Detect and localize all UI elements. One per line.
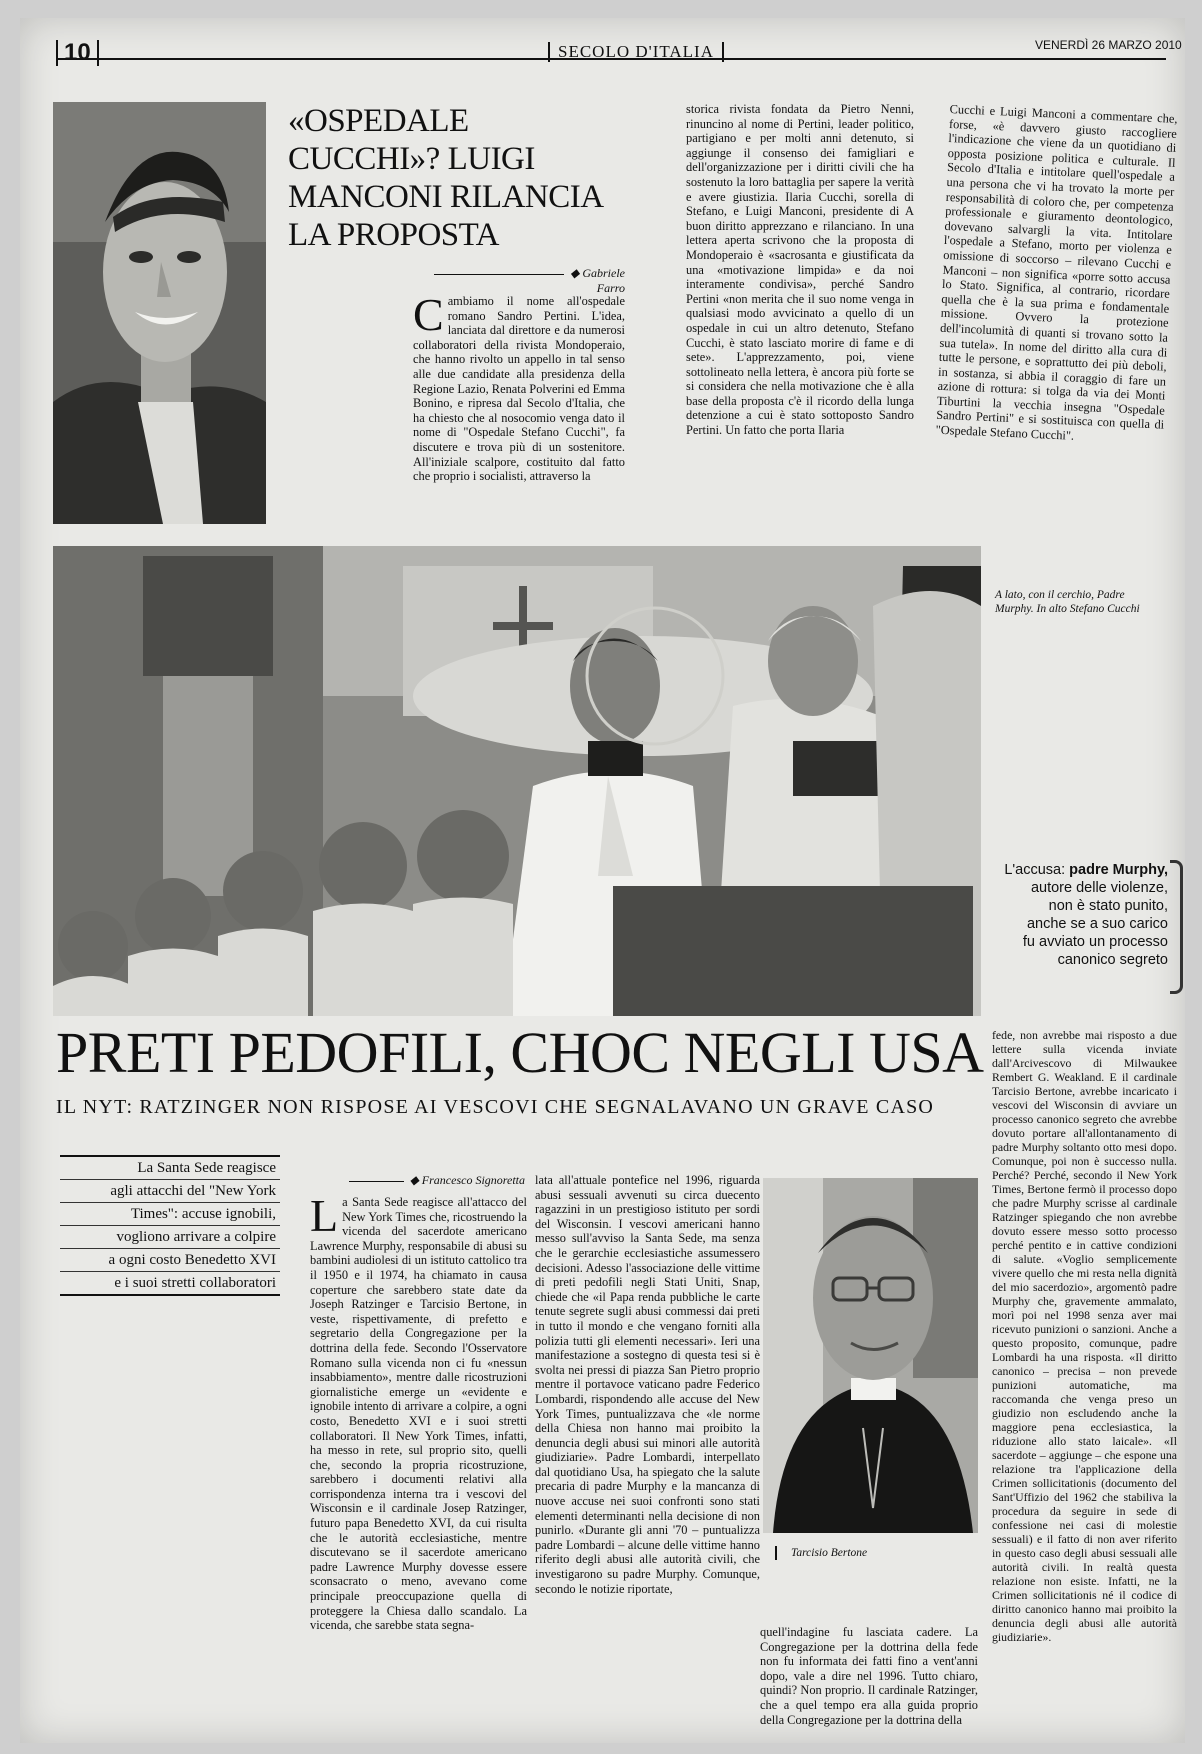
article1-column-2-text: storica rivista fondata da Pietro Nenni, rinuncino al nome di Pertini, leader politico, partigiano e per molti anni detenuto, si aggiunge il consenso dei famigliari e dell'organizzazione per i diritti civili che ha sostenuto la loro battaglia per sapere la verità e avere giustizia. Ilaria Cucchi, sorella di Stefano, e Luigi Manconi, presidente di A buon diritto apprezzano e rilanciano. In una lettera aperta scrivono che la proposta di Mondoperaio è «sacrosanta e giustificata da una «motivazione limpida» e da noi interamente condivisa», perché Sandro Pertini «non merita che il suo nome venga in qualsiasi modo avvicinato a quello di un ospedale in cui un altro detenuto, Stefano Cucchi, è stato lasciato morire di fame e di sete». L'apprezzamento, poi, viene sottolineato nella lettera, è ancora più forte se si considera che nella motivazione che è alla base della proposta c'è il ricordo della lunga detenzione a cui è stato sottoposto Sandro Pertini. Un fatto che porta Ilaria [686, 102, 914, 438]
article1-column-1 [413, 294, 625, 526]
page-number: 10 [56, 40, 99, 66]
summary-line: vogliono arrivare a colpire [60, 1226, 280, 1249]
byline-rule [434, 274, 564, 275]
article2-subheadline: IL NYT: RATZINGER NON RISPOSE AI VESCOVI CHE SEGNALAVANO UN GRAVE CASO [56, 1096, 935, 1118]
article2-byline [310, 1173, 525, 1188]
bertone-caption-text: Tarcisio Bertone [791, 1547, 868, 1559]
byline-rule [349, 1181, 404, 1182]
masthead: SECOLO D'ITALIA [548, 42, 724, 62]
pull-quote-brace [1170, 860, 1183, 994]
article2-author: Francesco Signoretta [421, 1173, 525, 1187]
photo-stefano-cucchi [53, 102, 266, 524]
article1-column-3 [931, 102, 1177, 537]
pull-quote-line: anche se a suo carico [1026, 916, 1168, 932]
byline-diamond-icon: ◆ [409, 1173, 419, 1187]
article1-column-2 [686, 102, 914, 527]
pull-quote [988, 861, 1168, 969]
article2-column-3-text: quell'indagine fu lasciata cadere. La Congregazione per la dottrina della fede non fu informata dei fatti fino a vent'anni dopo, vale a dire nel 1996. Tutto chiaro, quindi? Non proprio. Il cardinale Ratzinger, che a quel tempo era alla guida proprio della Congregazione per la dottrina della [760, 1625, 978, 1727]
article2-column-3 [760, 1625, 978, 1740]
summary-line: Times": accuse ignobili, [60, 1203, 280, 1226]
pull-quote-line: autore delle violenze, [1030, 880, 1168, 896]
bertone-caption [775, 1546, 975, 1560]
pull-quote-line: non è stato punito, [1048, 898, 1168, 914]
article1-author: Gabriele Farro [582, 266, 625, 295]
summary-line: agli attacchi del "New York [60, 1180, 280, 1203]
issue-date: VENERDÌ 26 MARZO 2010 [1035, 38, 1182, 52]
summary-line: La Santa Sede reagisce [60, 1157, 280, 1180]
pull-quote-name: padre Murphy, [1069, 862, 1168, 878]
caption-rule [775, 1546, 777, 1560]
pull-quote-line: canonico segreto [1057, 952, 1168, 968]
article1-drop-cap: C [413, 294, 444, 340]
photo-caption: A lato, con il cerchio, Padre Murphy. In alto Stefano Cucchi [995, 589, 1140, 615]
photo-padre-murphy [53, 546, 981, 1016]
article2-drop-cap: L [310, 1195, 339, 1241]
article2-column-4 [992, 1028, 1177, 1738]
article1-column-1-text: ambiamo il nome all'ospedale romano Sandro Pertini. L'idea, lanciata dal direttore e da numerosi collaboratori della rivista Mondoperaio, che hanno rivolto un appello in tal senso alle due candidate alla presidenza della Regione Lazio, Renata Polverini ed Emma Bonino, e ripresa dal Secolo d'Italia, che ha chiesto che al nosocomio venga dato il nome di "Ospedale Stefano Cucchi", fa discutere e trova più di un sostenitore. All'iniziale scalpore, costituito dal fatto che proprio i socialisti, attraverso la [413, 294, 625, 484]
pull-quote-lead: L'accusa: [1004, 862, 1070, 878]
article2-column-1 [310, 1195, 527, 1740]
newspaper-page [20, 18, 1185, 1743]
summary-line: a ogni costo Benedetto XVI [60, 1249, 280, 1272]
photo-tarcisio-bertone [763, 1178, 978, 1533]
article2-summary-box [60, 1155, 280, 1296]
article2-column-2 [535, 1173, 760, 1740]
article1-headline: «OSPEDALE CUCCHI»? LUIGI MANCONI RILANCIA LA PROPOSTA [288, 103, 602, 253]
article1-byline [410, 266, 625, 296]
article2-column-4-text: fede, non avrebbe mai risposto a due lettere sulla vicenda inviate dall'Arcivescovo di Milwaukee Rembert G. Weakland. E il cardinale Tarcisio Bertone, avrebbe incaricato i vescovi del Wisconsin di avviare un processo canonico segreto che avrebbe dovuto portare all'allontanamento di padre Murphy soltanto otto mesi dopo. Comunque, poi non è successo nulla. Perché? Perché, secondo il New York Times, Bertone fermò il processo dopo che padre Murphy scrisse al cardinale Ratzinger spiegando che non avrebbe dovuto essere messo sotto processo perché pentito e in cattive condizioni di salute. «Voglio semplicemente vivere quello che mi resta nella dignità del mio sacerdozio», argomentò padre Murphy che, gravemente ammalato, morì poi nel 1998 senza aver mai ricevuto punizioni o sanzioni. Anche a questo proposito, comunque, padre Lombardi ha una risposta. «Il diritto canonico – precisa – non prevede punizioni automatiche, ma raccomanda che venga preso un giudizio non escludendo anche la maggiore pena ecclesiastica, la riduzione allo stato laicale». «Il sacerdote – aggiunge – che espone una relazione tra l'applicazione della Crimen sollicitationis (documento del Sant'Uffizio del 1962 che stabiliva la procedura da seguire in sede di confessione nei casi di molestie sessuali) e il fatto di non aver riferito in questo caso degli abusi sessuali alle autorità civili. In realtà questa relazione non esiste. Infatti, ne la Crimen sollicitationis né il codice di diritto canonico hanno mai proibito la denuncia degli abusi alle autorità giudiziarie». [992, 1028, 1177, 1644]
summary-line: e i suoi stretti collaboratori [114, 1275, 276, 1291]
article1-column-3-text: Cucchi e Luigi Manconi a commentare che, forse, «è davvero giusto raccogliere l'indicazione che viene da un quotidiano di opposta posizione politica e culturale. Il Secolo d'Italia e intitolare quell'ospedale a una persona che vi ha trovato la morte per responsabilità di coloro che, per competenza professionale e giuramento deontologico, dovevano salvargli la vita. Intitolare l'ospedale a Stefano, morto per violenza e omissione di soccorso – rilevano Cucchi e Manconi – non significa «porre sotto accusa lo Stato. Significa, al contrario, ricordare quella che è la sua prima e fondamentale missione. Ovvero la protezione dell'incolumità di quanti si trovano sotto la sua tutela». In nome del diritto alla cura di tutte le persone, e soprattutto dei più deboli, in sostanza, si abbia il coraggio di fare un azione di rottura: si tolga da via dei Monti Tiburtini la vecchia insegna "Ospedale Sandro Pertini" e si sostituisca con quella di "Ospedale Stefano Cucchi". [935, 102, 1178, 443]
article2-column-2-text: lata all'attuale pontefice nel 1996, riguarda abusi sessuali avvenuti su circa duecento ragazzini in un prestigioso istituto per sordi del Wisconsin. I vescovi americani hanno messo sull'avviso la Santa Sede, ma senza che le gerarchie ecclesiastiche assumessero decisioni. Adesso l'associazione delle vittime di preti pedofili negli Stati Uniti, Snap, chiede che «il Papa renda pubbliche le carte tenute segrete sugli abusi commessi dai preti in tutto il mondo e che vengano forniti alla polizia tutti gli elementi necessari». Ieri una manifestazione a sostegno di questa tesi si è svolta nei pressi di piazza San Pietro proprio mentre il portavoce vaticano padre Federico Lombardi, rispondendo alle accuse del New York Times, puntualizzava che «le norme della Chiesa non hanno mai proibito la denuncia degli abusi sui minori alle autorità giudiziarie». Padre Lombardi, interpellato dal quotidiano Usa, ha spiegato che la salute precaria di padre Murphy e la mancanza di nuove accuse nei suoi confronti sono stati elementi determinanti nella decisione di non punirlo. «Durante gli anni '70 – puntualizza padre Lombardi – alcune delle vittime hanno riferito degli abusi alle autorità civili, che investigarono su padre Murphy. Comunque, secondo le notizie riportate, [535, 1173, 760, 1596]
pull-quote-line: fu avviato un processo [1022, 934, 1168, 950]
article2-headline: PRETI PEDOFILI, CHOC NEGLI USA [56, 1020, 984, 1085]
article2-column-1-text: a Santa Sede reagisce all'attacco del New York Times che, ricostruendo la vicenda del sacerdote americano Lawrence Murphy, responsabile di abusi su bambini audiolesi di un istituto cattolico tra il 1950 e il 1974, ha chiamato in causa coperture che sarebbero state date da Joseph Ratzinger e Tarcisio Bertone, in veste, rispettivamente, di prefetto e segretario della Congregazione per la dottrina della fede. Secondo l'Osservatore Romano sulla vicenda non ci fu «nessun insabbiamento», mentre dalle ricostruzioni giornalistiche emerge un «evidente e ignobile intento di arrivare a colpire, a ogni costo, Benedetto XVI e i suoi stretti collaboratori. Il New York Times, infatti, ha messo in rete, sul proprio sito, quelli che, secondo la propria ricostruzione, sarebbero i documenti relativi alla corrispondenza interna tra i vescovi del Wisconsin e il cardinale Josep Ratzinger, futuro papa Benedetto XVI, da cui risulta che le autorità ecclesiastiche, mentre discutevano se il sacerdote americano padre Lawrence Murphy dovesse essere sconsacrato o meno, avevano come principale preoccupazione quella di proteggere la Chiesa dallo scandalo. La vicenda, che sarebbe stata segna- [310, 1195, 527, 1633]
byline-diamond-icon: ◆ [570, 266, 580, 280]
